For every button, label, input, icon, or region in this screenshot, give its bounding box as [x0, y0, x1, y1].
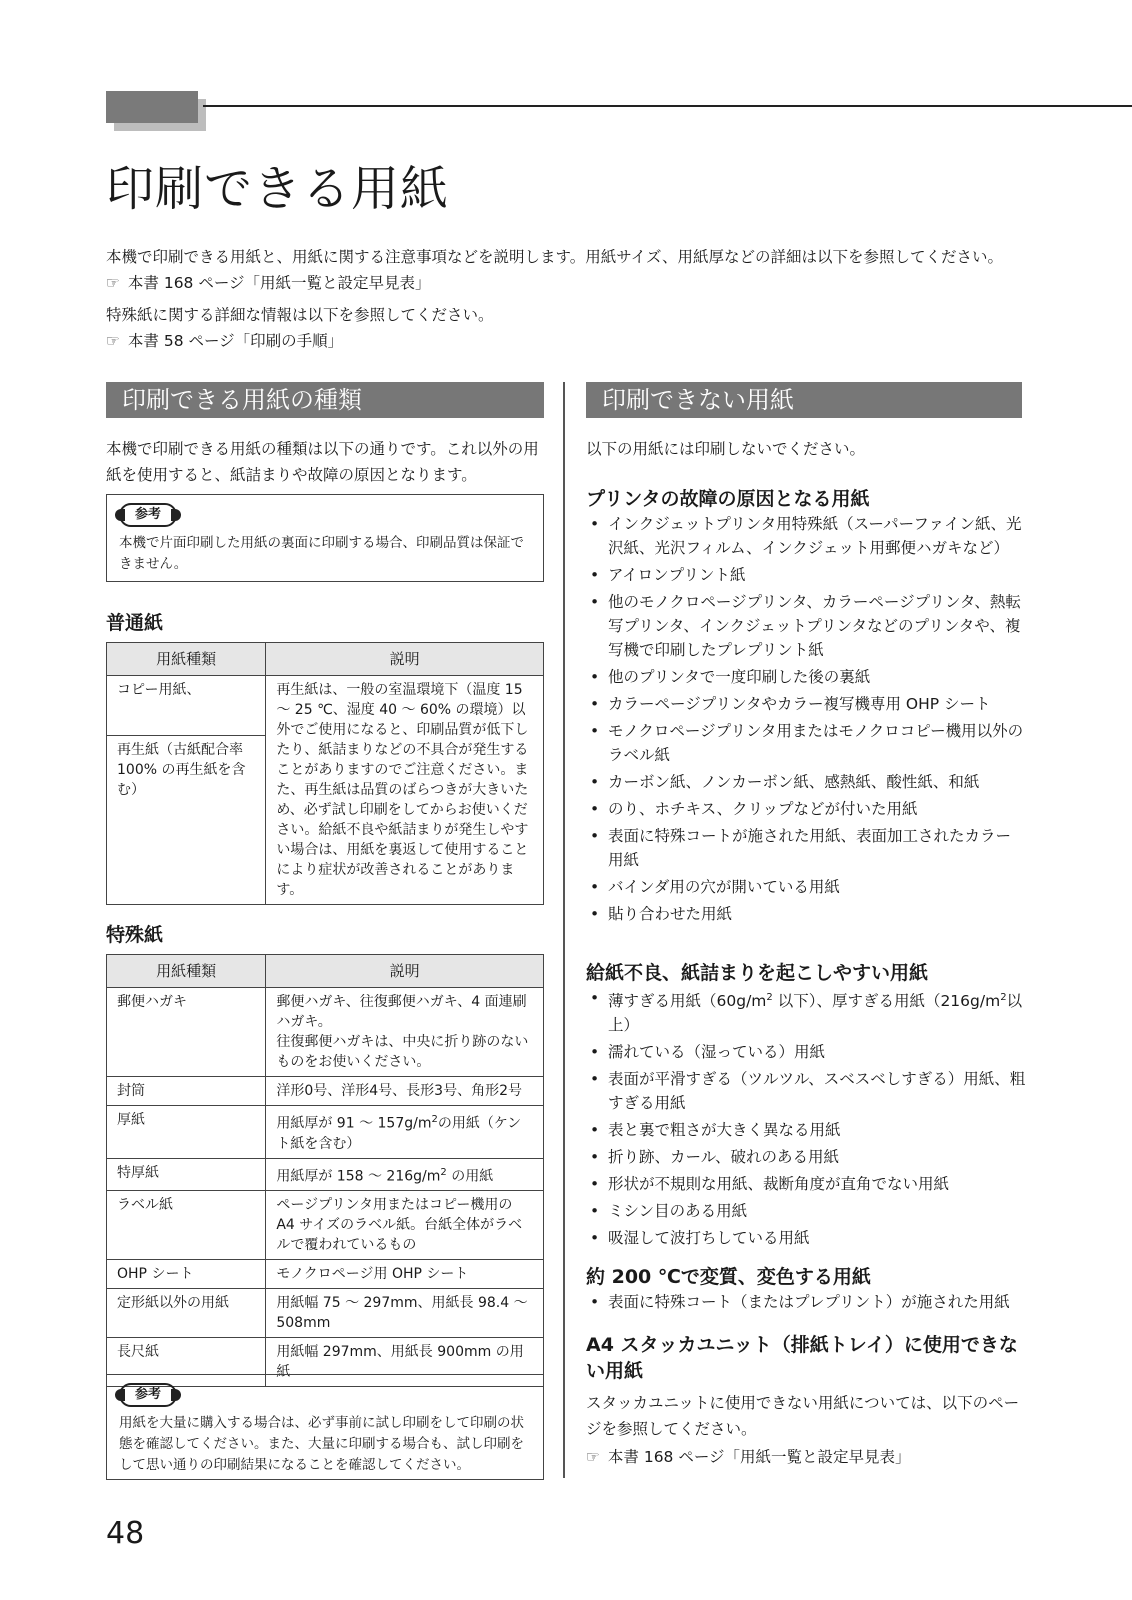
reference-badge: 参考	[119, 1383, 177, 1407]
list-item-part: 薄すぎる用紙（60g/m	[608, 992, 767, 1011]
table-header-type: 用紙種類	[107, 955, 266, 988]
table-row	[107, 988, 544, 1077]
plain-paper-table	[106, 642, 544, 905]
stacker-ref[interactable]	[586, 1444, 911, 1470]
list-item: • 表面に特殊コートが施された用紙、表面加工されたカラー用紙	[586, 824, 1026, 872]
intro-line-2: 特殊紙に関する詳細な情報は以下を参照してください。	[106, 306, 494, 324]
list-item	[586, 986, 1026, 1037]
table-header-desc: 説明	[266, 643, 544, 676]
table-row	[107, 676, 544, 736]
special-desc	[266, 1158, 544, 1191]
plain-type-2: 再生紙（古紙配合率 100% の再生紙を含む）	[107, 736, 266, 905]
table-row	[107, 1191, 544, 1260]
special-paper-table	[106, 954, 544, 1387]
special-desc	[266, 988, 544, 1077]
special-type: 長尺紙	[107, 1338, 266, 1387]
special-desc-post: の用紙（ケント紙を含む）	[276, 1115, 522, 1152]
intro-ref-2-text: 本書 58 ページ「印刷の手順」	[127, 332, 344, 350]
list-item: • 濡れている（湿っている）用紙	[586, 1040, 1026, 1064]
header-rule	[203, 105, 1132, 107]
note-box-2	[106, 1374, 544, 1480]
intro-block	[106, 244, 1106, 354]
list-item: • モノクロページプリンタ用またはモノクロコピー機用以外のラベル紙	[586, 719, 1026, 767]
special-desc: 用紙幅 75 〜 297mm、用紙長 98.4 〜 508mm	[266, 1289, 544, 1338]
list-heat-paper	[586, 1290, 1026, 1317]
intro-ref-1[interactable]	[106, 270, 1106, 296]
list-item-part: 以上）	[608, 992, 1023, 1035]
list-item: • 表面が平滑すぎる（ツルツル、スベスベしすぎる）用紙、粗すぎる用紙	[586, 1067, 1026, 1115]
heading-stacker-paper: A4 スタッカユニット（排紙トレイ）に使用できない用紙	[586, 1334, 1018, 1382]
list-item: • 折り跡、カール、破れのある用紙	[586, 1145, 1026, 1169]
table-header-desc: 説明	[266, 955, 544, 988]
intro-ref-1-text: 本書 168 ページ「用紙一覧と設定早見表」	[127, 274, 431, 292]
table-header-type: 用紙種類	[107, 643, 266, 676]
list-failure-paper	[586, 512, 1026, 929]
list-item: • 形状が不規則な用紙、裁断角度が直角でない用紙	[586, 1172, 1026, 1196]
special-desc: 洋形0号、洋形4号、長形3号、角形2号	[266, 1077, 544, 1106]
heading-heat-paper: 約 200 ℃で変質、変色する用紙	[586, 1266, 871, 1288]
special-paper-heading: 特殊紙	[106, 924, 164, 946]
list-item: • カーボン紙、ノンカーボン紙、感熱紙、酸性紙、和紙	[586, 770, 1026, 794]
column-divider	[563, 382, 565, 1478]
special-type: 郵便ハガキ	[107, 988, 266, 1077]
section-title-not-printable: 印刷できない用紙	[586, 382, 1022, 418]
special-type: ラベル紙	[107, 1191, 266, 1260]
left-intro-text: 本機で印刷できる用紙の種類は以下の通りです。これ以外の用紙を使用すると、紙詰まりや故障の原因となります。	[106, 440, 539, 484]
special-type: OHP シート	[107, 1260, 266, 1289]
pointing-hand-icon: ☞	[106, 332, 120, 350]
superscript: 2	[766, 992, 773, 1003]
list-item: • のり、ホチキス、クリップなどが付いた用紙	[586, 797, 1026, 821]
reference-badge: 参考	[119, 503, 177, 527]
special-desc-pre: 用紙厚が 158 〜 216g/m	[276, 1168, 441, 1185]
special-desc-pre: 用紙厚が 91 〜 157g/m	[276, 1115, 432, 1132]
plain-paper-heading: 普通紙	[106, 612, 164, 634]
special-desc: モノクロページ用 OHP シート	[266, 1260, 544, 1289]
header-tab	[106, 91, 198, 123]
superscript: 2	[431, 1114, 438, 1125]
special-type: 封筒	[107, 1077, 266, 1106]
note-2-text: 用紙を大量に購入する場合は、必ず事前に試し印刷をして印刷の状態を確認してください。また、大量に印刷する場合も、試し印刷をして思い通りの印刷結果になることを確認してください。	[119, 1415, 524, 1473]
list-item: • アイロンプリント紙	[586, 563, 1026, 587]
list-item: • 吸湿して波打ちしている用紙	[586, 1226, 1026, 1250]
page-number: 48	[106, 1516, 145, 1551]
heading-jam-paper: 給紙不良、紙詰まりを起こしやすい用紙	[586, 962, 929, 984]
pointing-hand-icon: ☞	[106, 274, 120, 292]
list-jam-paper	[586, 986, 1026, 1253]
list-item: • インクジェットプリンタ用特殊紙（スーパーファイン紙、光沢紙、光沢フィルム、インクジェット用郵便ハガキなど）	[586, 512, 1026, 560]
table-row	[107, 1077, 544, 1106]
pointing-hand-icon: ☞	[586, 1448, 600, 1466]
table-row	[107, 1260, 544, 1289]
list-item: • カラーページプリンタやカラー複写機専用 OHP シート	[586, 692, 1026, 716]
special-type: 厚紙	[107, 1106, 266, 1159]
special-type: 特厚紙	[107, 1158, 266, 1191]
list-item-part: 以下）、厚すぎる用紙（216g/m	[772, 992, 1001, 1011]
special-desc-line: 往復郵便ハガキは、中央に折り跡のないものをお使いください。	[276, 1034, 529, 1070]
list-item: • 表と裏で粗さが大きく異なる用紙	[586, 1118, 1026, 1142]
stacker-text: スタッカユニットに使用できない用紙については、以下のページを参照してください。	[586, 1394, 1020, 1438]
heading-failure-paper: プリンタの故障の原因となる用紙	[586, 488, 870, 510]
plain-desc: 再生紙は、一般の室温環境下（温度 15 〜 25 ℃、湿度 40 〜 60% の環境）以外でご使用になると、印刷品質が低下したり、紙詰まりなどの不具合が発生することがありますのでご注意ください。また、再生紙は品質のばらつきが大きいため、必ず試し印刷をしてからお使いください。給紙不良や紙詰まりが発生しやすい場合は、用紙を裏返して使用することにより症状が改善されることがあります。	[266, 676, 544, 905]
table-row	[107, 1158, 544, 1191]
special-desc-line: 郵便ハガキ、往復郵便ハガキ、4 面連刷ハガキ。	[276, 994, 527, 1030]
special-desc: 用紙幅 297mm、用紙長 900mm の用紙	[266, 1338, 544, 1387]
list-item: • 貼り合わせた用紙	[586, 902, 1026, 926]
note-box-1	[106, 494, 544, 582]
page-title: 印刷できる用紙	[106, 161, 450, 217]
note-1-text: 本機で片面印刷した用紙の裏面に印刷する場合、印刷品質は保証できません。	[119, 535, 524, 572]
intro-ref-2[interactable]	[106, 328, 1106, 354]
special-desc: ページプリンタ用またはコピー機用の A4 サイズのラベル紙。台紙全体がラベルで覆われているもの	[266, 1191, 544, 1260]
superscript: 2	[440, 1166, 447, 1178]
section-title-printable: 印刷できる用紙の種類	[106, 382, 544, 418]
special-desc-post: の用紙	[446, 1168, 494, 1185]
list-item: • ミシン目のある用紙	[586, 1199, 1026, 1223]
right-intro-text: 以下の用紙には印刷しないでください。	[586, 440, 866, 458]
table-row	[107, 1106, 544, 1159]
intro-line-1: 本機で印刷できる用紙と、用紙に関する注意事項などを説明します。用紙サイズ、用紙厚などの詳細は以下を参照してください。	[106, 248, 1003, 266]
list-item: • 他のプリンタで一度印刷した後の裏紙	[586, 665, 1026, 689]
special-type: 定形紙以外の用紙	[107, 1289, 266, 1338]
list-item: • 他のモノクロページプリンタ、カラーページプリンタ、熱転写プリンタ、インクジェットプリンタなどのプリンタや、複写機で印刷したプレプリント紙	[586, 590, 1026, 662]
special-desc	[266, 1106, 544, 1159]
table-row	[107, 1289, 544, 1338]
list-item: • 表面に特殊コート（またはプレプリント）が施された用紙	[586, 1290, 1026, 1314]
superscript: 2	[1000, 992, 1007, 1003]
stacker-ref-text: 本書 168 ページ「用紙一覧と設定早見表」	[607, 1448, 911, 1466]
list-item: • バインダ用の穴が開いている用紙	[586, 875, 1026, 899]
plain-type-1: コピー用紙、	[107, 676, 266, 736]
